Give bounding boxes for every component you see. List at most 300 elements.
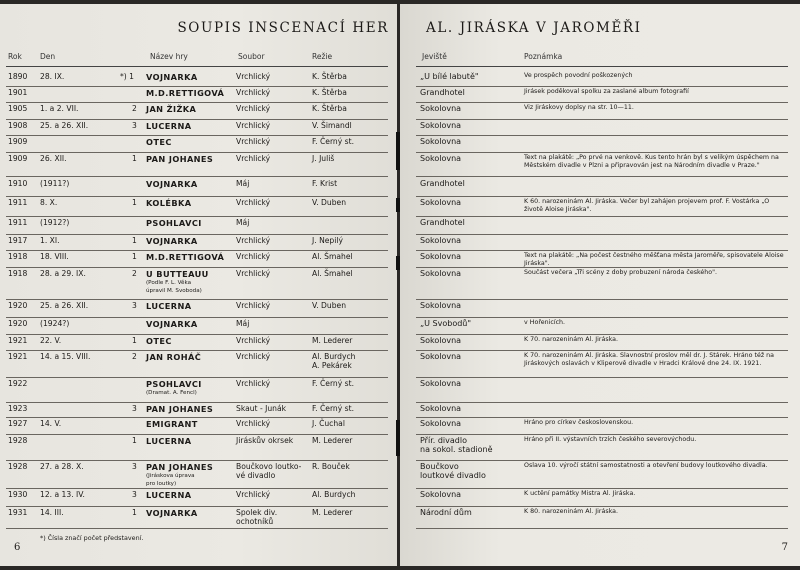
play-title-cell: M.D.RETTIGOVÁ [146, 252, 225, 262]
play-title-cell: LUCERNA [146, 301, 192, 311]
ensemble-cell [236, 72, 270, 81]
row-rule [416, 488, 788, 489]
stage-line: „U Svobodů" [420, 319, 472, 328]
ensemble-cell [236, 419, 270, 428]
row-rule [416, 402, 788, 403]
stage-line: „U bílé labutě" [420, 72, 479, 81]
director-cell [312, 154, 334, 163]
stage-cell [420, 352, 461, 361]
year-cell: 1931 [8, 508, 28, 517]
row-rule [6, 216, 388, 217]
performances-cell: 2 [132, 352, 137, 361]
director-line: Al. Burdych [312, 352, 356, 361]
stage-cell [420, 72, 479, 81]
play-title-cell: VOJNARKA [146, 72, 198, 82]
ensemble-line: Máj [236, 179, 250, 188]
header-poznamka: Poznámka [524, 52, 563, 61]
note-cell: v Hořenicích. [524, 319, 566, 326]
stage-cell [420, 301, 461, 310]
stage-line: Sokolovna [420, 104, 462, 113]
play-title-cell: EMIGRANT [146, 419, 198, 429]
note-cell: Jirásek poděkoval spolku za zaslané album fotografií [524, 88, 689, 95]
stage-line: Sokolovna [420, 301, 462, 310]
director-line: F. Krist [312, 179, 338, 188]
director-cell [312, 404, 354, 413]
date-cell: 28. a 29. IX. [40, 269, 86, 278]
stage-cell [420, 462, 486, 480]
footnote: *) Čísla značí počet představení. [40, 534, 144, 542]
date-cell: 25. a 26. XII. [40, 301, 89, 310]
director-cell [312, 462, 350, 471]
play-title-cell: LUCERNA [146, 490, 192, 500]
director-cell [312, 436, 352, 445]
note-cell: K 60. narozeninám Al. Jiráska. Večer byl zahájen projevem prof. F. Vostárka „O životě Aloise Jiráska". [524, 198, 770, 213]
ensemble-line: Vrchlický [236, 88, 271, 97]
ensemble-cell [236, 336, 270, 345]
play-title-cell: LUCERNA [146, 436, 192, 446]
stage-line: Sokolovna [420, 252, 462, 261]
row-rule [416, 434, 788, 435]
performances-cell: 1 [132, 336, 137, 345]
stage-cell [420, 419, 461, 428]
row-rule [6, 299, 388, 300]
ensemble-line: Vrchlický [236, 121, 271, 130]
director-line: F. Černý st. [312, 404, 355, 413]
stage-cell [420, 404, 461, 413]
row-rule [6, 135, 388, 136]
row-rule [6, 417, 388, 418]
performances-cell: 3 [132, 490, 137, 499]
director-line: F. Černý st. [312, 379, 355, 388]
date-cell: 28. IX. [40, 72, 65, 81]
play-title-cell: M.D.RETTIGOVÁ [146, 88, 225, 98]
year-cell: 1928 [8, 436, 28, 445]
header-rok: Rok [8, 52, 22, 61]
performances-cell: 2 [132, 104, 137, 113]
note-cell: K 70. narozeninám Al. Jiráska. Slavnostní proslov měl dr. J. Stárek. Hráno též na Jiráskových oslavách v Kliperově divadle v Hradci Králové dne 24. IX. 1921. [524, 352, 775, 367]
year-cell: 1921 [8, 336, 28, 345]
stage-line: Sokolovna [420, 154, 462, 163]
stage-line: Sokolovna [420, 404, 462, 413]
ensemble-cell [236, 319, 249, 328]
date-cell: 14. V. [40, 419, 62, 428]
stage-cell [420, 218, 465, 227]
stage-line: na sokol. stadioně [420, 445, 493, 454]
stage-line: Sokolovna [420, 379, 462, 388]
performances-cell: 3 [132, 462, 137, 471]
year-cell: 1908 [8, 121, 28, 130]
performances-cell: 1 [132, 236, 137, 245]
row-rule [416, 135, 788, 136]
right-header-rule [416, 66, 788, 67]
director-cell [312, 419, 345, 428]
stage-line: Grandhotel [420, 88, 465, 97]
row-rule [416, 152, 788, 153]
director-line: V. Šimandl [312, 121, 352, 130]
year-cell: 1918 [8, 252, 28, 261]
row-rule [6, 317, 388, 318]
right-page [400, 4, 800, 566]
row-rule [6, 377, 388, 378]
date-cell: 25. a 26. XII. [40, 121, 89, 130]
performances-cell: 3 [132, 301, 137, 310]
stage-cell [420, 88, 465, 97]
year-cell: 1930 [8, 490, 28, 499]
play-title-cell: PSOHLAVCI [146, 218, 202, 228]
stage-cell [420, 490, 461, 499]
date-cell: 14. a 15. VIII. [40, 352, 91, 361]
row-rule [6, 402, 388, 403]
ensemble-line: Jiráskův okrsek [236, 436, 294, 445]
director-cell [312, 88, 347, 97]
performances-cell: 3 [132, 121, 137, 130]
year-cell: 1905 [8, 104, 28, 113]
ensemble-line: Vrchlický [236, 336, 271, 345]
row-rule [416, 334, 788, 335]
director-line: V. Duben [312, 198, 347, 207]
play-title-cell: JAN ROHÁČ [146, 352, 202, 362]
year-cell: 1910 [8, 179, 28, 188]
row-rule [416, 350, 788, 351]
ensemble-line: Vrchlický [236, 352, 271, 361]
stage-line: Sokolovna [420, 198, 462, 207]
row-rule [416, 102, 788, 103]
play-title-cell: VOJNARKA [146, 179, 198, 189]
year-cell: 1918 [8, 269, 28, 278]
director-cell [312, 72, 347, 81]
header-nazev: Název hry [150, 52, 188, 61]
note-cell: Součást večera „Tři scény z doby probuzení národa českého". [524, 269, 718, 276]
date-cell: 22. V. [40, 336, 62, 345]
header-den: Den [40, 52, 56, 61]
director-cell [312, 490, 355, 499]
ensemble-line: Vrchlický [236, 72, 271, 81]
year-cell: 1909 [8, 137, 28, 146]
note-cell: K uctění památky Mistra Al. Jiráska. [524, 490, 636, 497]
header-rezie: Režie [312, 52, 333, 61]
play-note: (Dramat. A. Fencl) [146, 390, 197, 396]
stage-line: Přír. divadlo [420, 436, 467, 445]
row-rule [6, 250, 388, 251]
director-line: K. Štěrba [312, 88, 347, 97]
row-rule [416, 506, 788, 507]
year-cell: 1927 [8, 419, 28, 428]
stage-line: Národní dům [420, 508, 472, 517]
ensemble-cell [236, 154, 270, 163]
left-header-rule [6, 66, 388, 67]
play-note: pro loutky) [146, 480, 177, 487]
performances-cell: 2 [132, 269, 137, 278]
ensemble-cell [236, 236, 270, 245]
stage-line: Sokolovna [420, 269, 462, 278]
row-rule [416, 377, 788, 378]
stage-cell [420, 137, 461, 146]
ensemble-cell [236, 352, 270, 361]
performances-cell: 1 [132, 436, 137, 445]
director-line: M. Lederer [312, 336, 353, 345]
play-title-cell: PAN JOHANES (Jiráskova úprava pro loutky) [146, 462, 214, 487]
note-cell: Hráno při II. výstavních trzích českého severovýchodu. [524, 436, 697, 443]
ensemble-line: Vrchlický [236, 269, 271, 278]
ensemble-cell [236, 218, 249, 227]
date-cell: 1. a 2. VII. [40, 104, 79, 113]
stage-cell [420, 508, 472, 517]
stage-line: Grandhotel [420, 218, 465, 227]
ensemble-cell [236, 508, 277, 526]
date-cell: 18. VIII. [40, 252, 69, 261]
page-number-left: 6 [14, 542, 21, 553]
note-cell: Ve prospěch povodní poškozených [524, 72, 633, 79]
ensemble-line: Skaut - Junák [236, 404, 287, 413]
stage-line: Sokolovna [420, 137, 462, 146]
director-cell [312, 301, 346, 310]
ensemble-cell [236, 198, 270, 207]
director-cell [312, 379, 354, 388]
ensemble-line: Spolek div. [236, 508, 278, 517]
year-cell: 1921 [8, 352, 28, 361]
stage-line: Sokolovna [420, 419, 462, 428]
stage-line: Sokolovna [420, 352, 462, 361]
stage-cell [420, 269, 461, 278]
stage-cell [420, 379, 461, 388]
stage-line: loutkové divadlo [420, 471, 486, 480]
stage-cell [420, 436, 493, 454]
year-cell: 1890 [8, 72, 28, 81]
ensemble-line: Vrchlický [236, 490, 271, 499]
year-cell: 1911 [8, 218, 28, 227]
director-line: V. Duben [312, 301, 347, 310]
ensemble-line: Vrchlický [236, 252, 271, 261]
ensemble-line: Máj [236, 319, 250, 328]
director-line: Al. Šmahel [312, 269, 353, 278]
director-line: M. Lederer [312, 436, 353, 445]
ensemble-cell [236, 252, 270, 261]
note-cell: Text na plakátě: „Po prvé na venkově. Kus tento hrán byl s velikým úspěchem na Městském divadle v Plzni a připravován jest na Národním divadle v Praze." [524, 154, 779, 169]
row-rule [416, 196, 788, 197]
director-cell [312, 508, 352, 517]
director-line: J. Čuchal [312, 419, 345, 428]
row-rule [416, 216, 788, 217]
row-rule [6, 176, 388, 177]
row-rule [6, 434, 388, 435]
row-rule [6, 267, 388, 268]
row-rule [416, 234, 788, 235]
stage-line: Sokolovna [420, 336, 462, 345]
play-note: úpravil M. Svoboda) [146, 287, 202, 294]
ensemble-cell [236, 137, 270, 146]
director-line: Al. Šmahel [312, 252, 353, 261]
header-soubor: Soubor [238, 52, 265, 61]
row-rule [6, 488, 388, 489]
row-rule [6, 506, 388, 507]
ensemble-line: Vrchlický [236, 379, 271, 388]
ensemble-cell [236, 404, 286, 413]
right-page-title: AL. JIRÁSKA V JAROMĚŘI [426, 20, 642, 36]
performances-cell: 1 [132, 252, 137, 261]
ensemble-cell [236, 436, 293, 445]
play-title-cell: OTEC [146, 137, 172, 147]
director-cell [312, 104, 347, 113]
stage-line: Sokolovna [420, 236, 462, 245]
stage-cell [420, 252, 461, 261]
ensemble-line: Vrchlický [236, 137, 271, 146]
play-title-cell: OTEC [146, 336, 172, 346]
page-number-right: 7 [781, 542, 788, 553]
stage-cell [420, 236, 461, 245]
ensemble-line: Boučkovo loutko- [236, 462, 302, 471]
row-rule [416, 267, 788, 268]
ensemble-cell [236, 379, 270, 388]
play-title-cell: U BUTTEAUU (Podle F. L. Věka úpravil M. Svoboda) [146, 269, 209, 294]
ensemble-line: Vrchlický [236, 154, 271, 163]
director-line: K. Štěrba [312, 104, 347, 113]
row-rule [416, 119, 788, 120]
row-rule [6, 460, 388, 461]
director-cell [312, 252, 353, 261]
director-cell [312, 198, 346, 207]
ensemble-line: Vrchlický [236, 198, 271, 207]
stage-line: Boučkovo [420, 462, 459, 471]
header-jeviste: Jeviště [422, 52, 447, 61]
row-rule [416, 250, 788, 251]
play-title-cell: VOJNARKA [146, 508, 198, 518]
date-cell: 12. a 13. IV. [40, 490, 85, 499]
row-rule [6, 334, 388, 335]
year-cell: 1920 [8, 301, 28, 310]
ensemble-line: vé divadlo [236, 471, 276, 480]
director-line: M. Lederer [312, 508, 353, 517]
note-cell: K 80. narozeninám Al. Jiráska. [524, 508, 618, 515]
date-cell: 8. X. [40, 198, 58, 207]
ensemble-cell [236, 462, 301, 480]
play-title-cell: VOJNARKA [146, 319, 198, 329]
performances-cell: 3 [132, 404, 137, 413]
note-cell: Text na plakátě: „Na počest čestného měšťana města Jaroměře, spisovatele Aloise Jiráska". [524, 252, 784, 267]
binding-stitch [396, 198, 400, 212]
date-cell: 27. a 28. X. [40, 462, 84, 471]
play-title-cell: JAN ŽIŽKA [146, 104, 197, 114]
stage-cell [420, 336, 461, 345]
date-cell: 14. III. [40, 508, 64, 517]
year-cell: 1909 [8, 154, 28, 163]
year-cell: 1923 [8, 404, 28, 413]
director-line: K. Štěrba [312, 72, 347, 81]
note-cell: Hráno pro církev československou. [524, 419, 634, 426]
director-line: J. Nepilý [312, 236, 343, 245]
ensemble-line: ochotníků [236, 517, 274, 526]
director-cell [312, 269, 353, 278]
ensemble-cell [236, 490, 270, 499]
row-rule [6, 119, 388, 120]
stage-cell [420, 319, 471, 328]
date-cell: 26. XII. [40, 154, 67, 163]
play-title-cell: LUCERNA [146, 121, 192, 131]
performances-cell: *) 1 [120, 72, 135, 81]
note-cell: K 70. narozeninám Al. Jiráska. [524, 336, 618, 343]
stage-line: Sokolovna [420, 490, 462, 499]
date-cell: 1. XI. [40, 236, 60, 245]
left-page [0, 4, 397, 566]
ensemble-cell [236, 104, 270, 113]
binding-stitch [396, 132, 400, 170]
play-title-cell: PAN JOHANES [146, 154, 214, 164]
row-rule [6, 152, 388, 153]
row-rule [416, 528, 788, 529]
note-cell: Viz Jiráskovy doplsy na str. 10—11. [524, 104, 634, 111]
stage-cell [420, 198, 461, 207]
row-rule [416, 460, 788, 461]
ensemble-cell [236, 179, 249, 188]
stage-line: Grandhotel [420, 179, 465, 188]
row-rule [6, 86, 388, 87]
row-rule [6, 234, 388, 235]
director-cell [312, 336, 352, 345]
date-cell: (1911?) [40, 179, 70, 188]
director-cell [312, 352, 355, 370]
stage-cell [420, 179, 465, 188]
date-cell: (1924?) [40, 319, 70, 328]
year-cell: 1911 [8, 198, 28, 207]
play-title-cell: PAN JOHANES [146, 404, 214, 414]
ensemble-line: Vrchlický [236, 236, 271, 245]
ensemble-cell [236, 121, 270, 130]
row-rule [416, 417, 788, 418]
stage-cell [420, 104, 461, 113]
director-line: R. Bouček [312, 462, 350, 471]
year-cell: 1920 [8, 319, 28, 328]
row-rule [6, 528, 388, 529]
row-rule [6, 350, 388, 351]
play-title-cell: PSOHLAVCI (Dramat. A. Fencl) [146, 379, 202, 396]
row-rule [6, 196, 388, 197]
binding-stitch [396, 256, 400, 270]
stage-cell [420, 154, 461, 163]
row-rule [6, 102, 388, 103]
play-note: (Jiráskova úprava [146, 473, 195, 479]
year-cell: 1901 [8, 88, 28, 97]
performances-cell: 1 [132, 508, 137, 517]
date-cell: (1912?) [40, 218, 70, 227]
play-note: (Podle F. L. Věka [146, 280, 192, 286]
director-line: A. Pekárek [312, 361, 352, 370]
director-cell [312, 121, 352, 130]
year-cell: 1917 [8, 236, 28, 245]
note-cell: Oslava 10. výročí státní samostatnosti a otevření budovy loutkového divadla. [524, 462, 768, 469]
director-cell [312, 137, 354, 146]
ensemble-cell [236, 88, 270, 97]
ensemble-line: Vrchlický [236, 419, 271, 428]
performances-cell: 1 [132, 154, 137, 163]
director-cell [312, 179, 337, 188]
play-title-cell: KOLÉBKA [146, 198, 192, 208]
stage-line: Sokolovna [420, 121, 462, 130]
performances-cell: 1 [132, 198, 137, 207]
play-title-cell: VOJNARKA [146, 236, 198, 246]
binding-stitch [396, 420, 400, 456]
ensemble-cell [236, 269, 270, 278]
year-cell: 1922 [8, 379, 28, 388]
director-line: J. Juliš [312, 154, 335, 163]
row-rule [416, 86, 788, 87]
row-rule [416, 299, 788, 300]
year-cell: 1928 [8, 462, 28, 471]
row-rule [416, 176, 788, 177]
director-line: F. Černý st. [312, 137, 355, 146]
ensemble-line: Máj [236, 218, 250, 227]
left-page-title: SOUPIS INSCENACÍ HER [177, 20, 389, 36]
ensemble-cell [236, 301, 270, 310]
stage-cell [420, 121, 461, 130]
